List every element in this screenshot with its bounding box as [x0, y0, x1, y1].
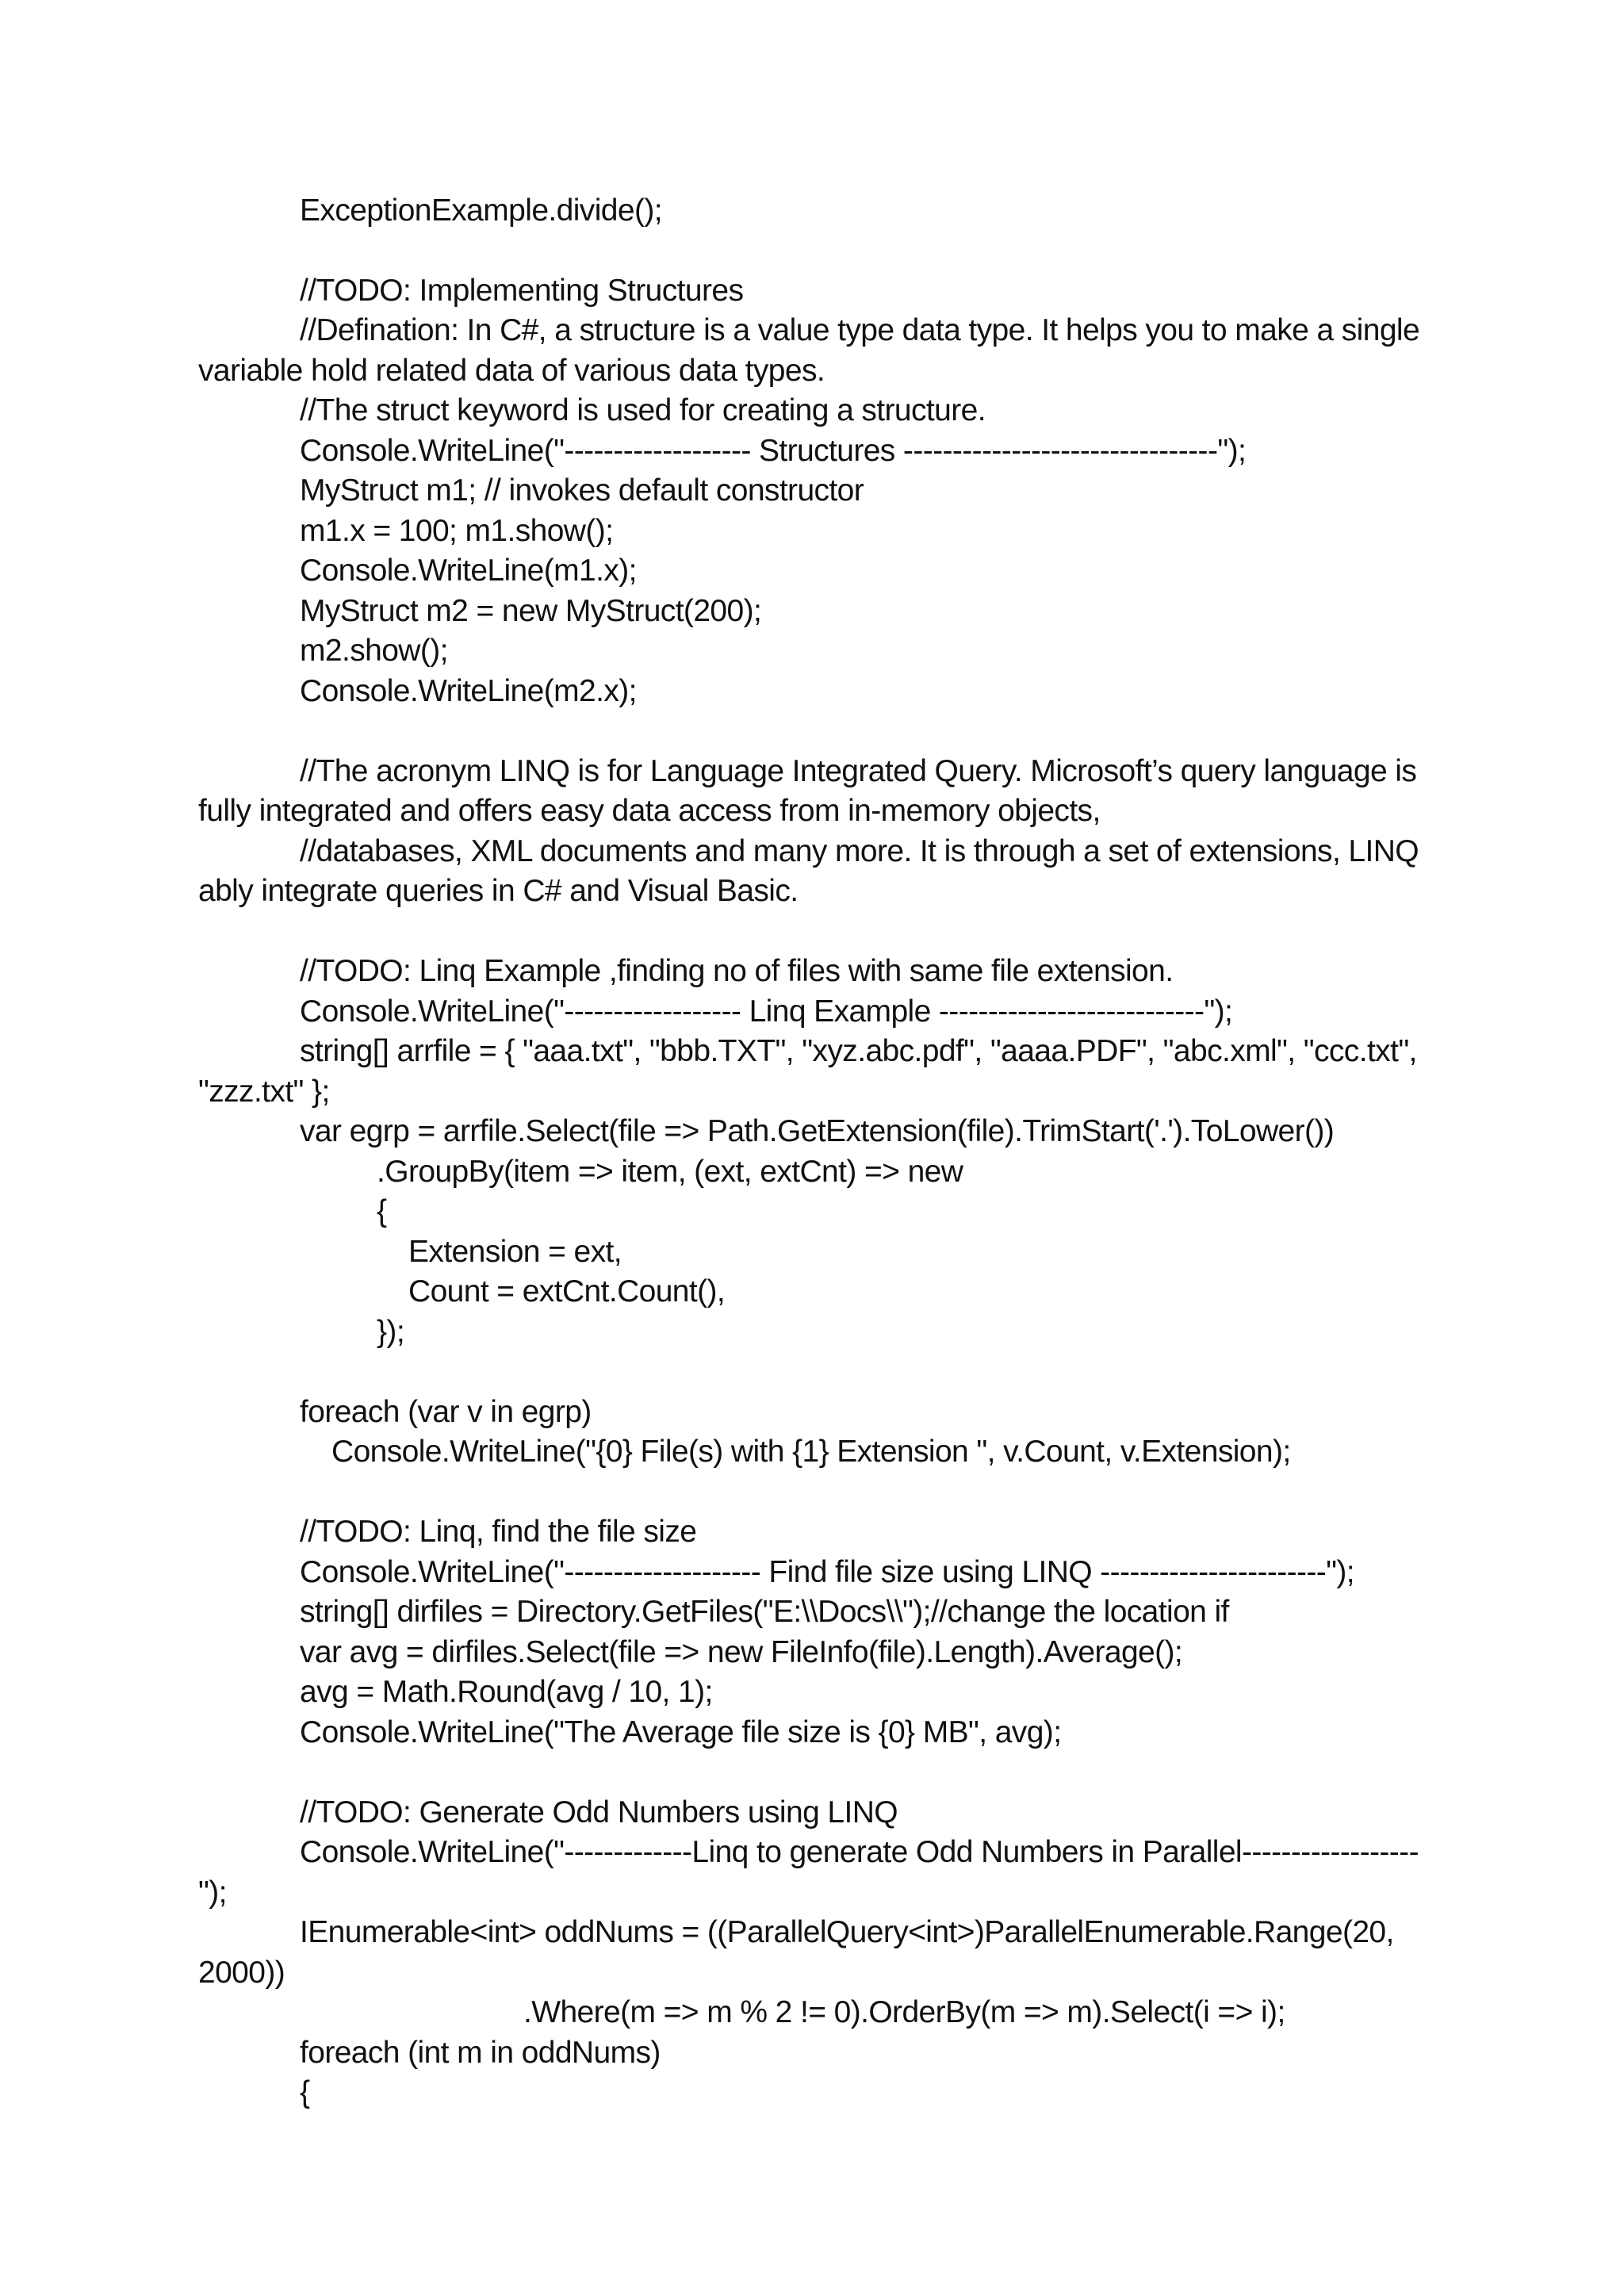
text-line: //TODO: Generate Odd Numbers using LINQ: [300, 1795, 898, 1829]
text-line: Console.WriteLine("-------------------- Find file size using LINQ -----------------------");: [300, 1555, 1355, 1589]
text-line: 2000)): [198, 1956, 285, 1990]
text-line: Console.WriteLine("The Average file size is {0} MB", avg);: [300, 1715, 1062, 1749]
text-line: MyStruct m2 = new MyStruct(200);: [300, 594, 762, 628]
text-line: Console.WriteLine("{0} File(s) with {1} Extension ", v.Count, v.Extension);: [331, 1435, 1291, 1469]
text-line: foreach (var v in egrp): [300, 1395, 592, 1429]
text-line: string[] arrfile = { "aaa.txt", "bbb.TXT", "xyz.abc.pdf", "aaaa.PDF", "abc.xml", "ccc.txt",: [300, 1034, 1417, 1068]
text-line: avg = Math.Round(avg / 10, 1);: [300, 1675, 713, 1709]
text-line: IEnumerable<int> oddNums = ((ParallelQuery<int>)ParallelEnumerable.Range(20,: [300, 1915, 1394, 1949]
text-line: MyStruct m1; // invokes default constructor: [300, 473, 864, 508]
text-line: m1.x = 100; m1.show();: [300, 514, 614, 548]
text-line: //The acronym LINQ is for Language Integrated Query. Microsoft’s query language is: [300, 754, 1417, 788]
text-line: ");: [198, 1875, 227, 1910]
text-line: ably integrate queries in C# and Visual Basic.: [198, 874, 799, 908]
text-line: Count = extCnt.Count(),: [408, 1274, 726, 1308]
text-line: foreach (int m in oddNums): [300, 2036, 661, 2070]
text-line: Console.WriteLine("------------------ Linq Example ---------------------------");: [300, 994, 1233, 1029]
text-line: //TODO: Implementing Structures: [300, 274, 744, 308]
text-line: Console.WriteLine("------------------- Structures --------------------------------");: [300, 434, 1247, 468]
text-line: ExceptionExample.divide();: [300, 193, 662, 228]
text-line: Extension = ext,: [408, 1235, 622, 1269]
text-line: //databases, XML documents and many more. It is through a set of extensions, LINQ: [300, 834, 1419, 868]
text-line: });: [377, 1315, 405, 1349]
text-line: Console.WriteLine(m1.x);: [300, 554, 637, 588]
text-line: var egrp = arrfile.Select(file => Path.GetExtension(file).TrimStart('.').ToLower()): [300, 1114, 1335, 1148]
text-line: .Where(m => m % 2 != 0).OrderBy(m => m).Select(i => i);: [523, 1995, 1285, 2029]
text-line: variable hold related data of various data types.: [198, 354, 825, 388]
text-line: var avg = dirfiles.Select(file => new FileInfo(file).Length).Average();: [300, 1635, 1183, 1669]
text-line: m2.show();: [300, 634, 448, 668]
text-line: //The struct keyword is used for creating a structure.: [300, 393, 986, 427]
text-line: fully integrated and offers easy data access from in-memory objects,: [198, 794, 1101, 828]
text-line: "zzz.txt" };: [198, 1075, 330, 1109]
text-line: string[] dirfiles = Directory.GetFiles("E:\\Docs\\");//change the location if: [300, 1595, 1229, 1629]
text-line: //Defination: In C#, a structure is a value type data type. It helps you to make a single: [300, 313, 1420, 347]
text-line: Console.WriteLine(m2.x);: [300, 674, 637, 708]
text-line: //TODO: Linq Example ,finding no of files with same file extension.: [300, 954, 1174, 988]
text-line: //TODO: Linq, find the file size: [300, 1515, 697, 1549]
text-line: {: [377, 1194, 387, 1228]
text-line: Console.WriteLine("-------------Linq to generate Odd Numbers in Parallel------------------: [300, 1835, 1419, 1869]
text-line: {: [300, 2075, 310, 2109]
text-line: .GroupBy(item => item, (ext, extCnt) => new: [377, 1155, 963, 1189]
